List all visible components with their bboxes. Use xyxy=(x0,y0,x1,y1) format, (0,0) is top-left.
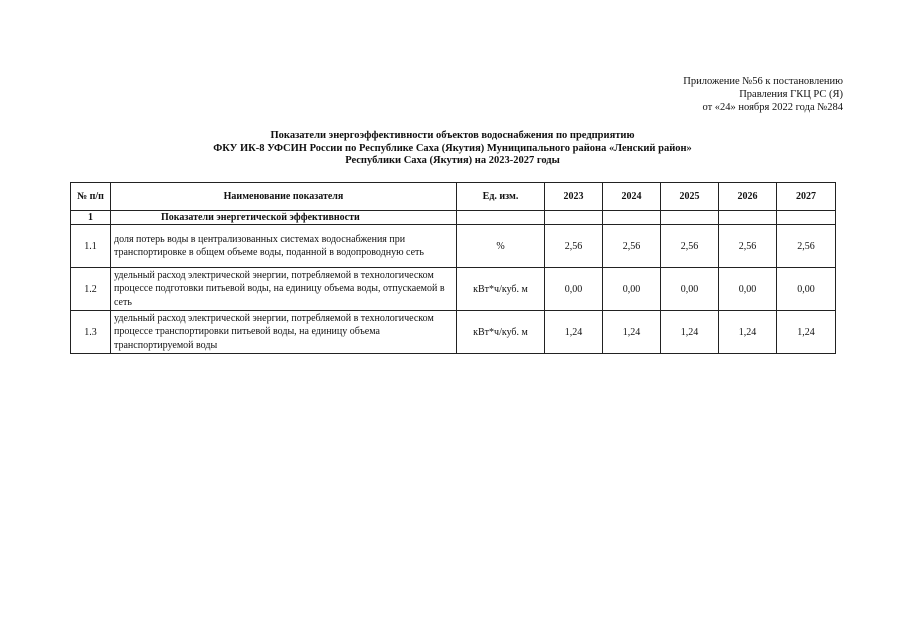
row-value: 0,00 xyxy=(777,268,836,311)
row-value: 2,56 xyxy=(545,225,603,268)
row-value: 0,00 xyxy=(719,268,777,311)
row-unit: % xyxy=(457,225,545,268)
row-value: 0,00 xyxy=(661,268,719,311)
appendix-reference xyxy=(683,75,843,114)
empty-cell xyxy=(603,211,661,225)
row-value: 0,00 xyxy=(603,268,661,311)
table-row xyxy=(71,311,836,354)
appendix-line-2: Правления ГКЦ РС (Я) xyxy=(739,89,843,100)
row-num: 1.3 xyxy=(71,311,111,354)
title-line-2: ФКУ ИК-8 УФСИН России по Республике Саха (Якутия) Муниципального района «Ленский район» xyxy=(213,142,692,154)
row-value: 1,24 xyxy=(777,311,836,354)
header-year: 2025 xyxy=(661,183,719,211)
row-value: 2,56 xyxy=(661,225,719,268)
header-num: № п/п xyxy=(71,183,111,211)
empty-cell xyxy=(661,211,719,225)
table-header-row xyxy=(71,183,836,211)
indicators-table xyxy=(70,182,836,354)
section-num: 1 xyxy=(71,211,111,225)
row-value: 2,56 xyxy=(719,225,777,268)
row-name: доля потерь воды в централизованных системах водоснабжения при транспортировке в общем объеме воды, поданной в водопроводную сеть xyxy=(111,225,457,268)
title-line-3: Республики Саха (Якутия) на 2023-2027 годы xyxy=(345,155,560,166)
section-title: Показатели энергетической эффективности xyxy=(111,211,457,225)
row-num: 1.1 xyxy=(71,225,111,268)
empty-cell xyxy=(545,211,603,225)
row-value: 1,24 xyxy=(545,311,603,354)
empty-cell xyxy=(777,211,836,225)
header-unit: Ед. изм. xyxy=(457,183,545,211)
row-name: удельный расход электрической энергии, потребляемой в технологическом процессе подготовки питьевой воды, на единицу объема воды, отпускаемой в сеть xyxy=(111,268,457,311)
title-line-1: Показатели энергоэффективности объектов водоснабжения по предприятию xyxy=(270,130,635,141)
row-value: 2,56 xyxy=(777,225,836,268)
row-value: 1,24 xyxy=(661,311,719,354)
header-year: 2023 xyxy=(545,183,603,211)
empty-cell xyxy=(719,211,777,225)
row-value: 1,24 xyxy=(603,311,661,354)
appendix-line-3: от «24» ноября 2022 года №284 xyxy=(702,102,843,113)
row-value: 0,00 xyxy=(545,268,603,311)
header-year: 2026 xyxy=(719,183,777,211)
header-year: 2024 xyxy=(603,183,661,211)
row-unit: кВт*ч/куб. м xyxy=(457,311,545,354)
row-unit: кВт*ч/куб. м xyxy=(457,268,545,311)
document-title xyxy=(70,130,835,168)
section-row xyxy=(71,211,836,225)
row-name: удельный расход электрической энергии, потребляемой в технологическом процессе транспортировки питьевой воды, на единицу объема транспортируемой воды xyxy=(111,311,457,354)
row-value: 1,24 xyxy=(719,311,777,354)
row-num: 1.2 xyxy=(71,268,111,311)
header-year: 2027 xyxy=(777,183,836,211)
header-name: Наименование показателя xyxy=(111,183,457,211)
row-value: 2,56 xyxy=(603,225,661,268)
table-row xyxy=(71,268,836,311)
appendix-line-1: Приложение №56 к постановлению xyxy=(683,76,843,87)
table-row xyxy=(71,225,836,268)
empty-cell xyxy=(457,211,545,225)
